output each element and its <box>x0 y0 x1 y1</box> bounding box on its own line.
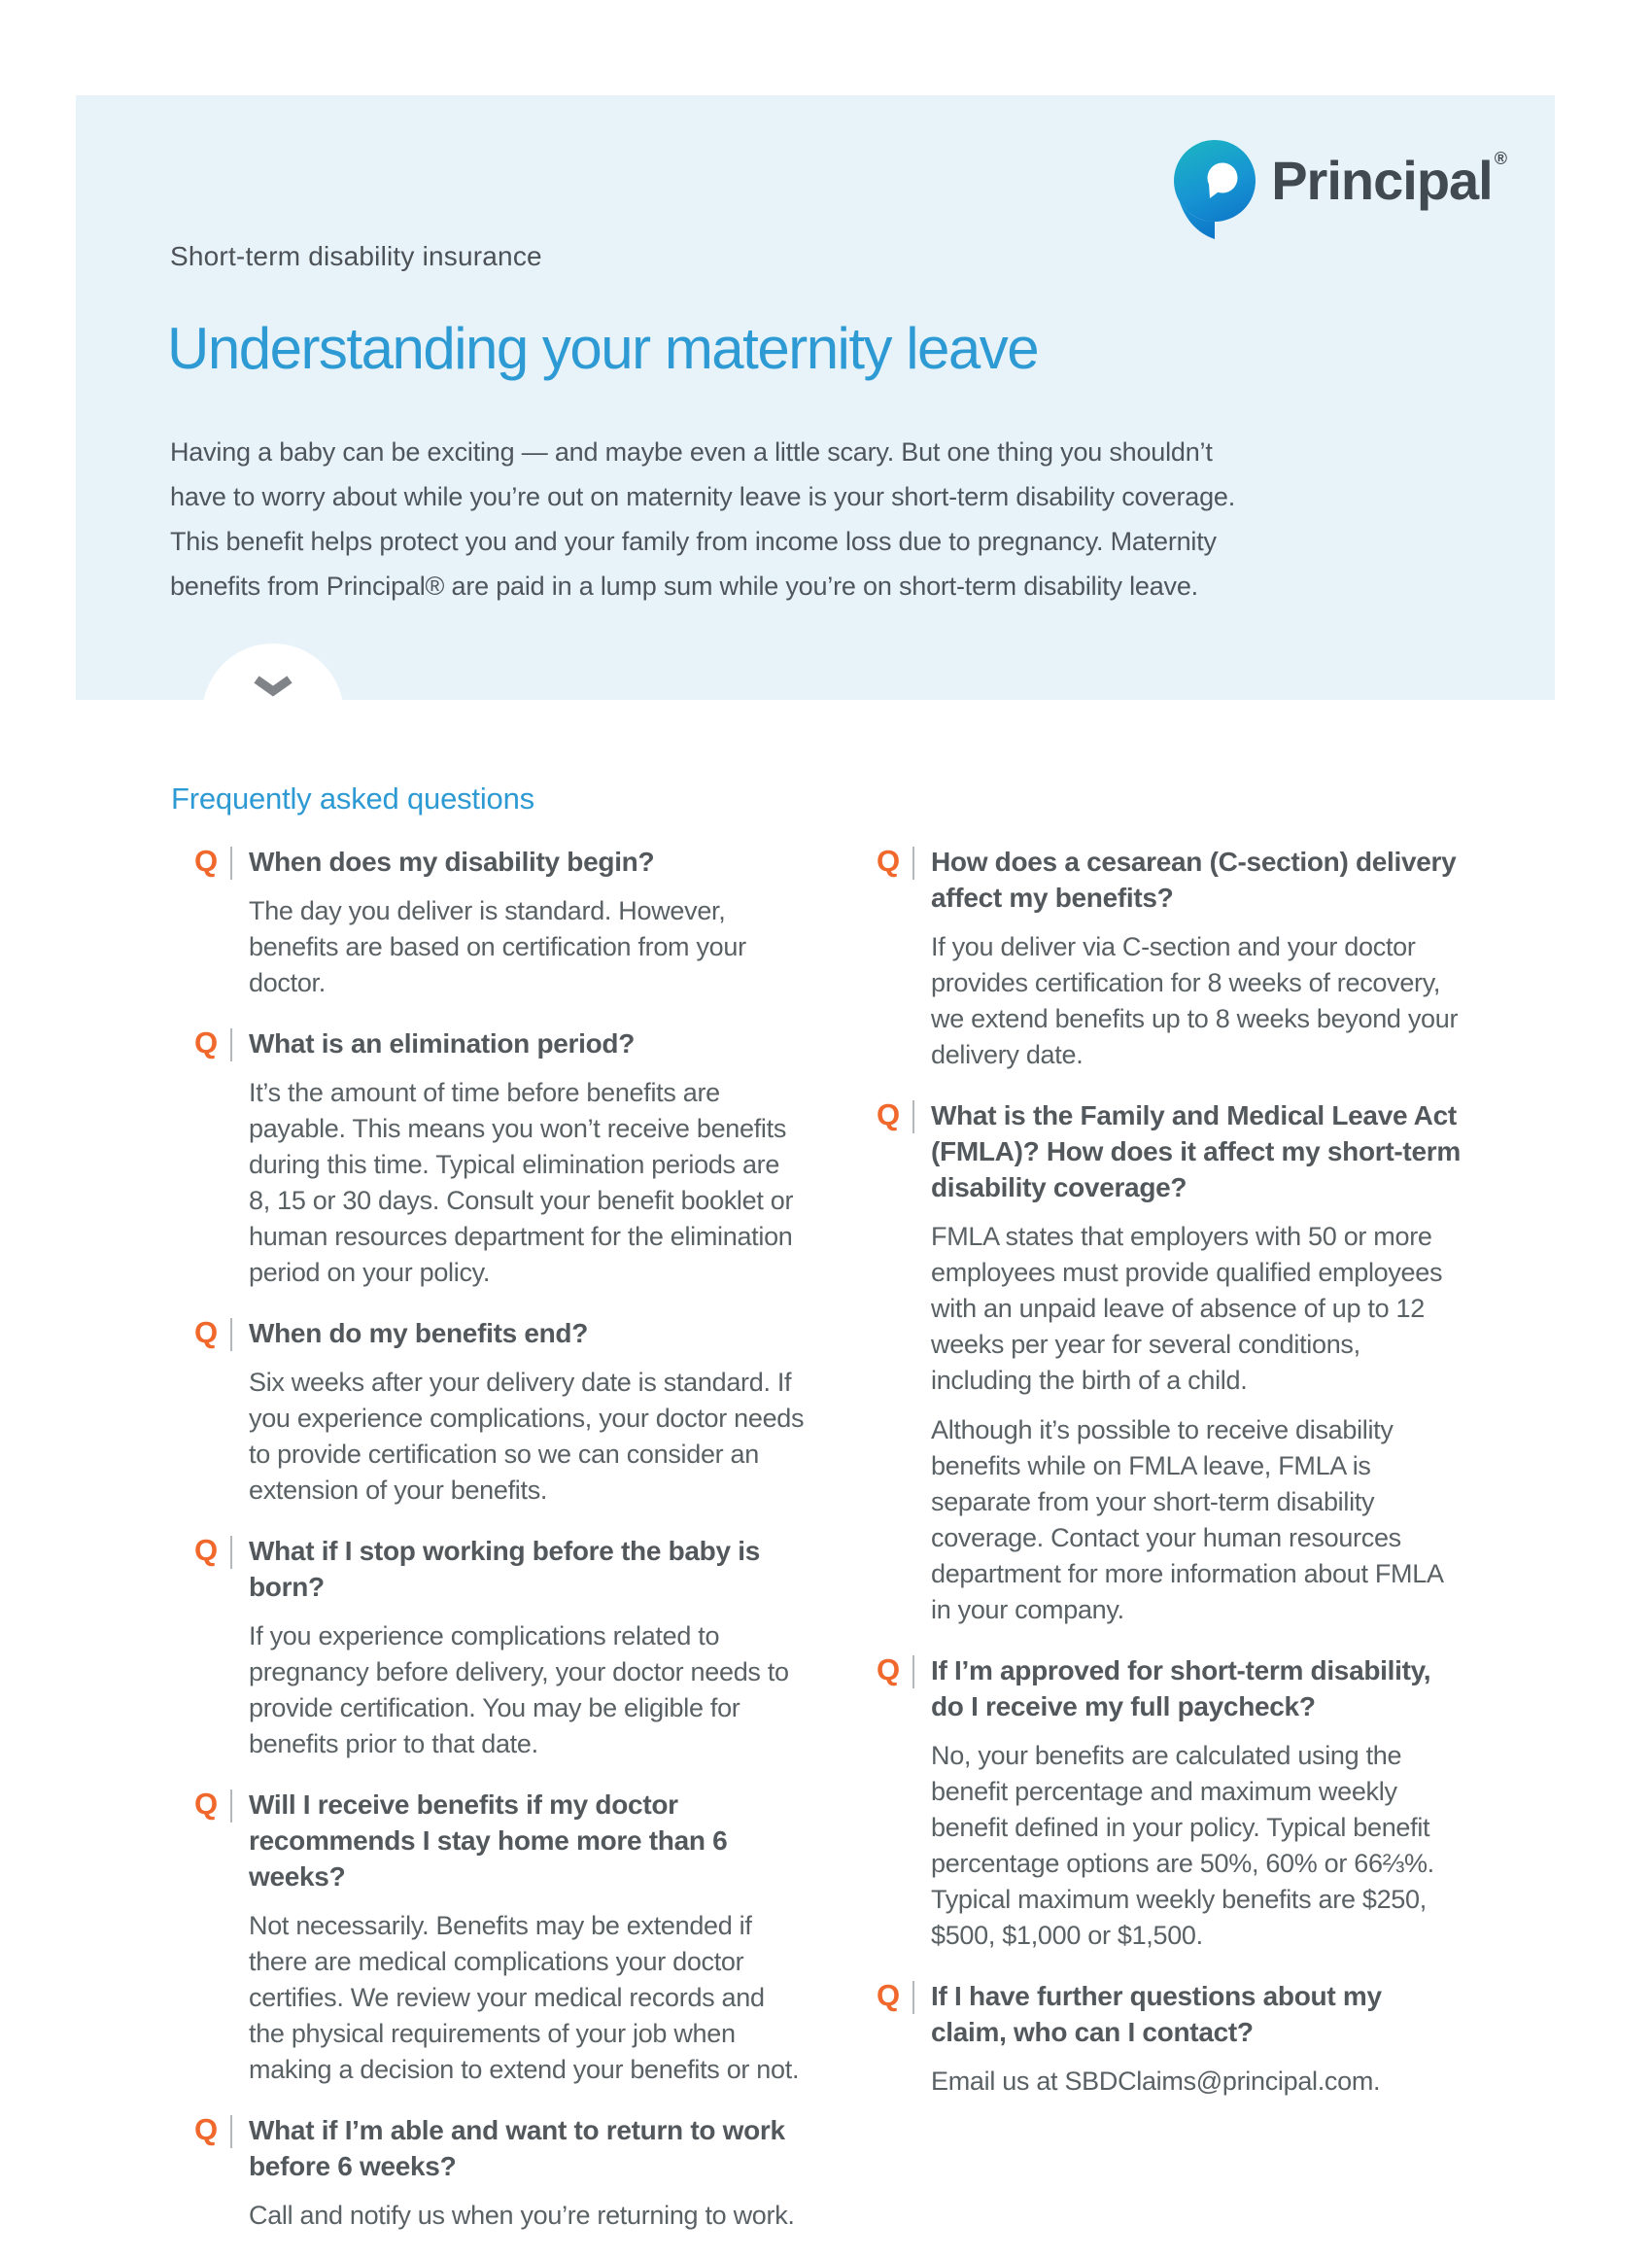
faq-answers <box>249 893 807 1001</box>
intro-line: Having a baby can be exciting — and maybe even a little scary. But one thing you shouldn’t <box>170 437 1213 467</box>
page-title: Understanding your maternity leave <box>167 316 1039 381</box>
faq-section-heading: Frequently asked questions <box>171 782 534 816</box>
faq-item-body <box>249 1533 807 1762</box>
faq-answers <box>249 1618 807 1762</box>
faq-answer-paragraph: The day you deliver is standard. However, benefits are based on certification from your doctor. <box>249 896 746 997</box>
faq-item-body <box>931 1978 1463 2100</box>
faq-answer-paragraph: No, your benefits are calculated using the benefit percentage and maximum weekly benefit defined in your policy. Typical benefit percentage options are 50%, 60% or 66⅔%. Typical maximum weekly benefits are $250, $500, $1,000 or $1,500. <box>931 1741 1434 1950</box>
intro-line: have to worry about while you’re out on maternity leave is your short-term disability coverage. <box>170 482 1236 511</box>
faq-question: Will I receive benefits if my doctor recommends I stay home more than 6 weeks? <box>249 1789 728 1892</box>
faq-q-marker: Q <box>194 2112 219 2146</box>
faq-answer-paragraph: Although it’s possible to receive disability benefits while on FMLA leave, FMLA is separate from your short-term disability coverage. Contact your human resources department for more information about FMLA in your company. <box>931 1415 1443 1624</box>
faq-item <box>877 1097 1479 1628</box>
faq-answer-paragraph: Not necessarily. Benefits may be extended if there are medical complications your doctor certifies. We review your medical records and the physical requirements of your job when making a decision to extend your benefits or not. <box>249 1911 800 2084</box>
faq-answers <box>931 1219 1463 1628</box>
intro-line: This benefit helps protect you and your family from income loss due to pregnancy. Maternity <box>170 527 1217 556</box>
faq-item <box>877 1978 1479 2100</box>
faq-q-marker: Q <box>194 1787 219 1821</box>
faq-q-divider <box>230 1318 232 1351</box>
faq-item <box>194 1025 824 1291</box>
faq-item-body <box>931 1097 1463 1628</box>
faq-q-marker: Q <box>194 844 219 878</box>
faq-q-divider <box>230 1789 232 1823</box>
faq-q-divider <box>230 1536 232 1569</box>
faq-item <box>194 2112 824 2234</box>
faq-question: When do my benefits end? <box>249 1318 589 1348</box>
faq-item-body <box>249 1787 807 2088</box>
faq-answers <box>249 1908 807 2088</box>
faq-answer-paragraph: Email us at SBDClaims@principal.com. <box>931 2067 1381 2096</box>
faq-question: What is the Family and Medical Leave Act (FMLA)? How does it affect my short-term disability coverage? <box>931 1100 1461 1202</box>
faq-q-marker: Q <box>877 1652 901 1686</box>
faq-item <box>877 1652 1479 1954</box>
scroll-down-button[interactable] <box>202 643 344 785</box>
faq-item <box>194 1787 824 2088</box>
faq-q-marker: Q <box>194 1025 219 1060</box>
faq-q-divider <box>230 2115 232 2148</box>
faq-item-body <box>249 844 807 1001</box>
intro-line: benefits from Principal® are paid in a lump sum while you’re on short-term disability leave. <box>170 572 1198 601</box>
faq-answer-paragraph: Six weeks after your delivery date is standard. If you experience complications, your doctor needs to provide certification so we can consider an extension of your benefits. <box>249 1368 805 1505</box>
faq-answers <box>249 1365 807 1509</box>
faq-answer-paragraph: It’s the amount of time before benefits are payable. This means you won’t receive benefits during this time. Typical elimination periods are 8, 15 or 30 days. Consult your benefit booklet or human resources department for the elimination period on your policy. <box>249 1078 794 1287</box>
faq-question: When does my disability begin? <box>249 847 655 877</box>
principal-logo <box>1174 140 1504 245</box>
faq-q-marker: Q <box>194 1533 219 1567</box>
principal-wordmark: Principal ® <box>1271 149 1506 211</box>
faq-question: If I’m approved for short-term disability, do I receive my full paycheck? <box>931 1655 1431 1721</box>
faq-answers <box>249 1075 807 1291</box>
faq-q-divider <box>912 1981 914 2014</box>
faq-item-body <box>249 1315 807 1509</box>
faq-answer-paragraph: If you experience complications related to pregnancy before delivery, your doctor needs to provide certification. You may be eligible for benefits prior to that date. <box>249 1621 789 1758</box>
faq-answers <box>249 2198 807 2234</box>
registered-trademark-symbol: ® <box>1494 149 1506 168</box>
faq-item-body <box>931 1652 1463 1954</box>
faq-question: What is an elimination period? <box>249 1028 636 1059</box>
faq-q-marker: Q <box>194 1315 219 1349</box>
faq-q-marker: Q <box>877 1978 901 2012</box>
faq-answers <box>931 929 1463 1073</box>
document-eyebrow: Short-term disability insurance <box>170 241 542 271</box>
principal-p-icon <box>1174 140 1256 245</box>
chevron-down-icon <box>252 675 294 698</box>
faq-column-right <box>877 844 1479 2124</box>
faq-item <box>877 844 1479 1073</box>
faq-q-divider <box>230 1028 232 1061</box>
faq-item <box>194 844 824 1001</box>
faq-answers <box>931 1738 1463 1954</box>
faq-column-left <box>194 844 824 2258</box>
faq-item-body <box>249 1025 807 1291</box>
faq-answer-paragraph: Call and notify us when you’re returning to work. <box>249 2201 795 2230</box>
faq-answer-paragraph: If you deliver via C-section and your doctor provides certification for 8 weeks of recovery, we extend benefits up to 8 weeks beyond your delivery date. <box>931 932 1459 1069</box>
faq-question: If I have further questions about my claim, who can I contact? <box>931 1981 1382 2047</box>
faq-q-divider <box>912 1100 914 1133</box>
faq-item <box>194 1533 824 1762</box>
faq-item-body <box>249 2112 807 2234</box>
faq-answer-paragraph: FMLA states that employers with 50 or more employees must provide qualified employees with an unpaid leave of absence of up to 12 weeks per year for several conditions, including the birth of a child. <box>931 1222 1443 1395</box>
hero-banner <box>76 95 1555 700</box>
faq-item <box>194 1315 824 1509</box>
faq-question: What if I stop working before the baby is born? <box>249 1536 760 1602</box>
faq-q-marker: Q <box>877 1097 901 1131</box>
faq-q-divider <box>912 847 914 880</box>
faq-item-body <box>931 844 1463 1073</box>
faq-answers <box>931 2064 1463 2100</box>
faq-q-divider <box>230 847 232 880</box>
faq-q-divider <box>912 1655 914 1688</box>
intro-paragraph <box>170 430 1235 608</box>
faq-question: How does a cesarean (C-section) delivery affect my benefits? <box>931 847 1457 913</box>
faq-question: What if I’m able and want to return to work before 6 weeks? <box>249 2115 785 2181</box>
faq-q-marker: Q <box>877 844 901 878</box>
